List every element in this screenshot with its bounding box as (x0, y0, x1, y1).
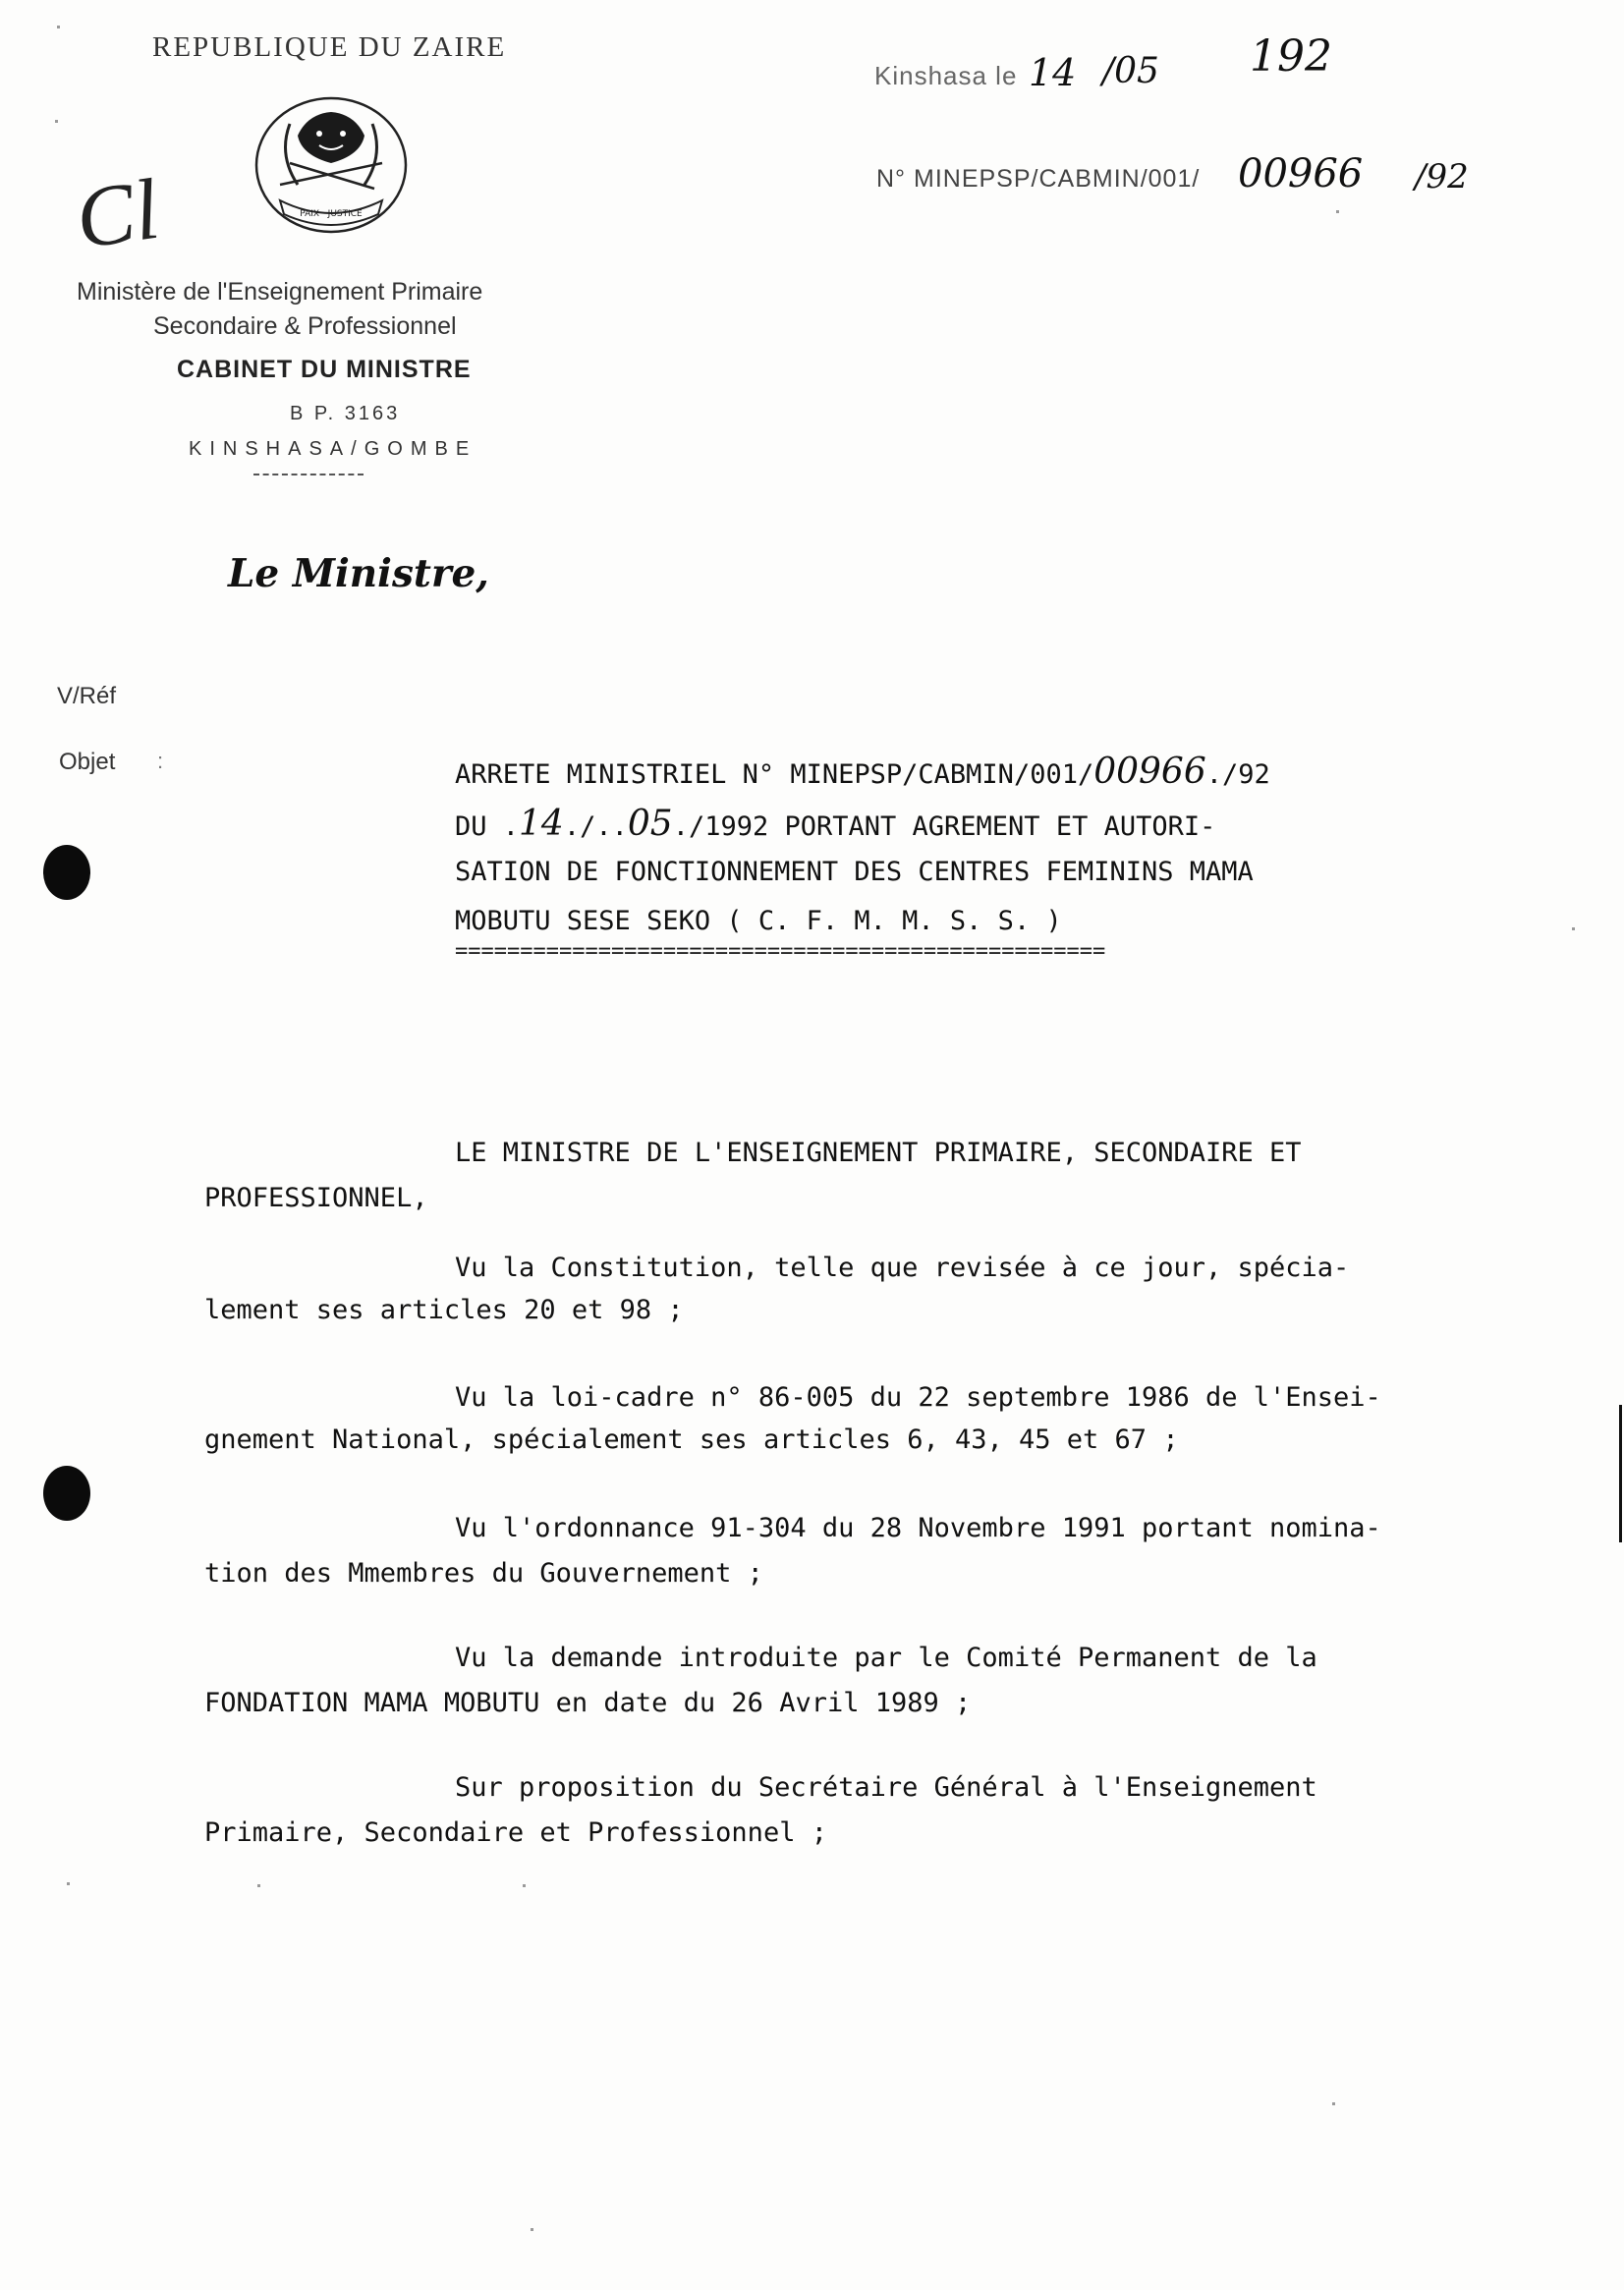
subject-line-1-end: ./92 (1205, 759, 1270, 790)
scan-speck (57, 26, 60, 28)
subject-line-2 (455, 804, 1215, 844)
considerant-ordonnance-line-2: tion des Mmembres du Gouvernement ; (204, 1558, 763, 1589)
intro-line-1: LE MINISTRE DE L'ENSEIGNEMENT PRIMAIRE, SECONDAIRE ET (455, 1138, 1302, 1168)
reference-year-handwritten: /92 (1415, 157, 1469, 196)
scan-speck (55, 120, 58, 123)
proposition-line-1: Sur proposition du Secrétaire Général à l'Enseignement (455, 1772, 1317, 1803)
subject-day-handwritten: 14 (519, 804, 564, 844)
considerant-loi-cadre-line-2: gnement National, spécialement ses articles 6, 43, 45 et 67 ; (204, 1424, 1179, 1455)
cabinet-heading: CABINET DU MINISTRE (177, 356, 472, 383)
date-day-handwritten: 14 (1029, 51, 1077, 94)
scan-speck (531, 2228, 533, 2231)
subject-line-2-end: ./1992 PORTANT AGREMENT ET AUTORI- (672, 811, 1216, 842)
coat-of-arms-emblem (251, 94, 413, 242)
scan-edge-mark (1619, 1405, 1622, 1542)
considerant-demande-line-1: Vu la demande introduite par le Comité Permanent de la (455, 1643, 1317, 1673)
proposition-line-2: Primaire, Secondaire et Professionnel ; (204, 1817, 827, 1848)
date-year-handwritten: 192 (1250, 31, 1332, 82)
subject-line-4: MOBUTU SESE SEKO ( C. F. M. M. S. S. ) (455, 906, 1062, 936)
scan-speck (1332, 2102, 1335, 2105)
signatory-title: Le Ministre, (228, 551, 489, 596)
considerant-ordonnance-line-1: Vu l'ordonnance 91-304 du 28 Novembre 1991 portant nomina- (455, 1513, 1381, 1543)
considerant-loi-cadre-line-1: Vu la loi-cadre n° 86-005 du 22 septembre 1986 de l'Ensei- (455, 1382, 1381, 1413)
handwritten-initials: Cl (70, 161, 165, 268)
intro-line-2: PROFESSIONNEL, (204, 1183, 428, 1213)
republic-heading: REPUBLIQUE DU ZAIRE (152, 31, 507, 63)
subject-date-separator: ./.. (563, 811, 628, 842)
reference-number-handwritten: 00966 (1238, 151, 1364, 196)
considerant-demande-line-2: FONDATION MAMA MOBUTU en date du 26 Avril 1989 ; (204, 1688, 972, 1718)
subject-double-rule: ================================================== (455, 939, 1106, 964)
considerant-constitution-line-1: Vu la Constitution, telle que revisée à ce jour, spécia- (455, 1253, 1350, 1283)
objet-label: Objet (59, 749, 116, 775)
reference-number-prefix: N° MINEPSP/CABMIN/001/ (876, 165, 1201, 193)
subject-line-1-text: ARRETE MINISTRIEL N° MINEPSP/CABMIN/001/ (455, 759, 1094, 790)
subject-number-handwritten: 00966 (1093, 752, 1206, 792)
considerant-constitution-line-2: lement ses articles 20 et 98 ; (204, 1295, 684, 1325)
objet-colon: : (157, 749, 164, 773)
place-date-label: Kinshasa le (874, 61, 1018, 90)
subject-month-handwritten: 05 (627, 804, 673, 844)
scan-speck (1572, 927, 1575, 930)
scan-speck (67, 1882, 70, 1885)
punch-hole (43, 845, 90, 900)
subject-du: DU . (455, 811, 520, 842)
ministry-name-line2: Secondaire & Professionnel (153, 312, 457, 340)
address-underline (253, 474, 364, 475)
subject-line-3: SATION DE FONCTIONNEMENT DES CENTRES FEMININS MAMA (455, 857, 1254, 887)
svg-text:PAIX · JUSTICE: PAIX · JUSTICE (300, 209, 363, 219)
scan-speck (1336, 210, 1339, 213)
city-address: KINSHASA/GOMBE (189, 438, 477, 460)
vref-label: V/Réf (57, 683, 117, 709)
scan-speck (257, 1884, 260, 1887)
punch-hole (43, 1466, 90, 1521)
ministry-name-line1: Ministère de l'Enseignement Primaire (77, 278, 483, 306)
subject-line-1 (455, 752, 1270, 792)
scan-speck (523, 1884, 526, 1887)
date-month-handwritten: /05 (1102, 51, 1159, 91)
postal-box: B P. 3163 (290, 403, 401, 424)
